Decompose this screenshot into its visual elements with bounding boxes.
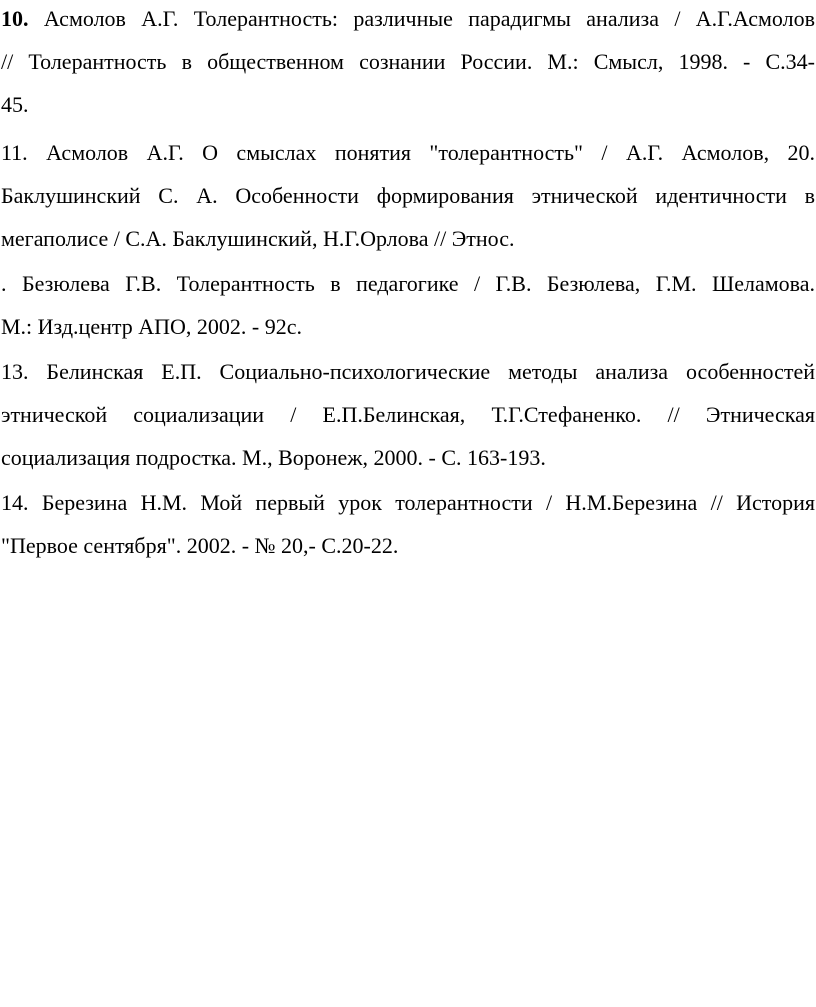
reference-line: Баклушинский С. А. Особенности формирования этнической идентичности в — [1, 183, 815, 208]
reference-line: 13. Белинская Е.П. Социально-психологические методы анализа особенностей — [1, 359, 815, 384]
reference-line: этнической социализации / Е.П.Белинская, Т.Г.Стефаненко. // Этническая — [1, 402, 815, 427]
reference-list — [1, 0, 815, 559]
reference-text: Асмолов А.Г. Толерантность: различные парадигмы анализа / А.Г.Асмолов — [43, 6, 815, 31]
reference-entry-13 — [1, 344, 815, 473]
reference-line: М.: Изд.центр АПО, 2002. - 92с. — [1, 314, 302, 339]
reference-entry-11 — [1, 129, 815, 258]
reference-line: 45. — [1, 92, 29, 117]
reference-line — [1, 0, 815, 40]
reference-entry-12 — [1, 258, 815, 344]
reference-entry-14 — [1, 473, 815, 559]
reference-line: 11. Асмолов А.Г. О смыслах понятия "толерантность" / А.Г. Асмолов, 20. — [1, 140, 815, 165]
reference-line: социализация подростка. М., Воронеж, 2000. - С. 163-193. — [1, 445, 546, 470]
reference-entry-10 — [1, 0, 815, 129]
reference-line: . Безюлева Г.В. Толерантность в педагогике / Г.В. Безюлева, Г.М. Шеламова. — [1, 271, 815, 296]
reference-line: // Толерантность в общественном сознании России. М.: Смысл, 1998. - С.34- — [1, 49, 815, 74]
reference-line: "Первое сентября". 2002. - № 20,- С.20-22. — [1, 533, 399, 558]
reference-number: 10. — [1, 6, 29, 31]
reference-line: 14. Березина Н.М. Мой первый урок толерантности / Н.М.Березина // История — [1, 490, 815, 515]
reference-line: мегаполисе / С.А. Баклушинский, Н.Г.Орлова // Этнос. — [1, 226, 515, 251]
